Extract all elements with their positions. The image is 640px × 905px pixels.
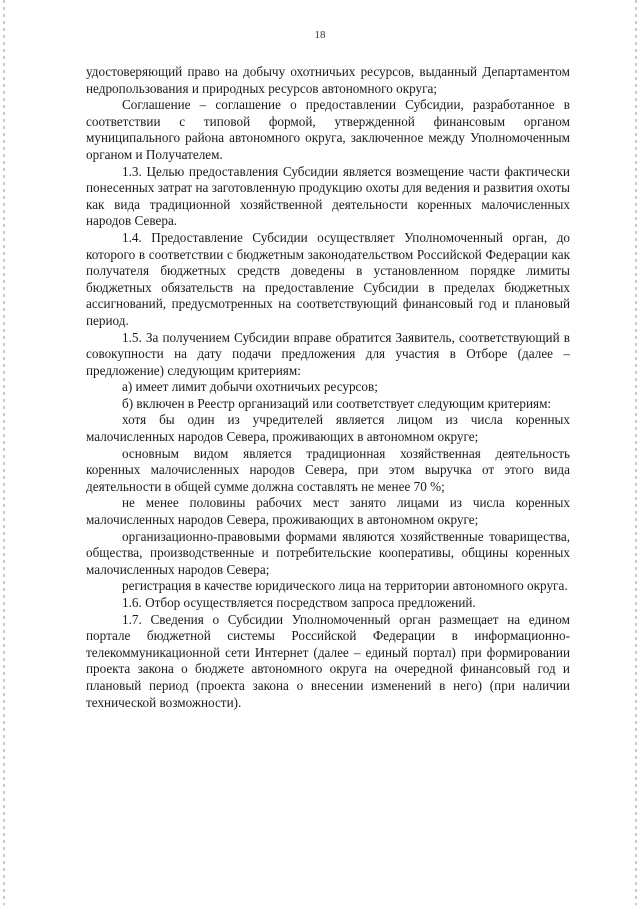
page-number: 18 — [314, 29, 326, 41]
paragraph: Соглашение – соглашение о предоставлении Субсидии, разработанное в соответствии с типовой формой, утвержденной финансовым органом муниципального района автономного округа, заключенное между Уполномоченным органом и Получателем. — [86, 97, 570, 162]
criterion-item: регистрация в качестве юридического лица на территории автономного округа. — [122, 578, 568, 594]
scan-right-edge — [635, 0, 637, 905]
scan-left-edge — [3, 0, 5, 905]
paragraph: 1.6. Отбор осуществляется посредством запроса предложений. — [122, 595, 476, 610]
paragraph: удостоверяющий право на добычу охотничьих ресурсов, выданный Департаментом недропользования и природных ресурсов автономного округа; — [86, 64, 570, 96]
paragraph: 1.5. За получением Субсидии вправе обратится Заявитель, соответствующий в совокупности на дату подачи предложения для участия в Отборе (далее – предложение) следующим критериям: — [86, 329, 570, 378]
paragraph: 1.7. Сведения о Субсидии Уполномоченный орган размещает на едином портале бюджетной системы Российской Федерации в информационно-телекоммуникационной сети Интернет (далее – единый портал) при формировании проекта закона о бюджете автономного округа на очередной финансовый год и плановый период (проекта закона о внесении изменений в него) (при наличии технической возможности). — [86, 611, 570, 710]
criterion-item: хотя бы один из учредителей является лицом из числа коренных малочисленных народов Севера, проживающих в автономном округе; — [86, 412, 570, 445]
criterion-item: основным видом является традиционная хозяйственная деятельность коренных малочисленных народов Севера, при этом выручка от этого вида деятельности в общей сумме должна составлять не менее 70 %; — [86, 445, 570, 494]
list-item: б) включен в Реестр организаций или соответствует следующим критериям: — [122, 395, 552, 411]
paragraph: 1.4. Предоставление Субсидии осуществляет Уполномоченный орган, до которого в соответствии с бюджетным законодательством Российской Федерации как получателя бюджетных средств доведены в установленном порядке лимиты бюджетных обязательств на предоставление Субсидии в пределах бюджетных ассигнований, предусмотренных на соответствующий финансовый год и плановый период. — [86, 229, 570, 328]
list-item: а) имеет лимит добычи охотничьих ресурсов; — [122, 379, 378, 395]
document-body — [86, 64, 570, 711]
criterion-item: не менее половины рабочих мест занято лицами из числа коренных малочисленных народов Севера, проживающих в автономном округе; — [86, 495, 570, 528]
paragraph: 1.3. Целью предоставления Субсидии является возмещение части фактически понесенных затрат на заготовленную продукцию охоты для ведения и развития охоты как вида традиционной хозяйственной деятельности коренных малочисленных народов Севера. — [86, 163, 570, 229]
criterion-item: организационно-правовыми формами являются хозяйственные товарищества, общества, производственные и потребительские кооперативы, общины коренных малочисленных народов Севера; — [86, 528, 570, 577]
